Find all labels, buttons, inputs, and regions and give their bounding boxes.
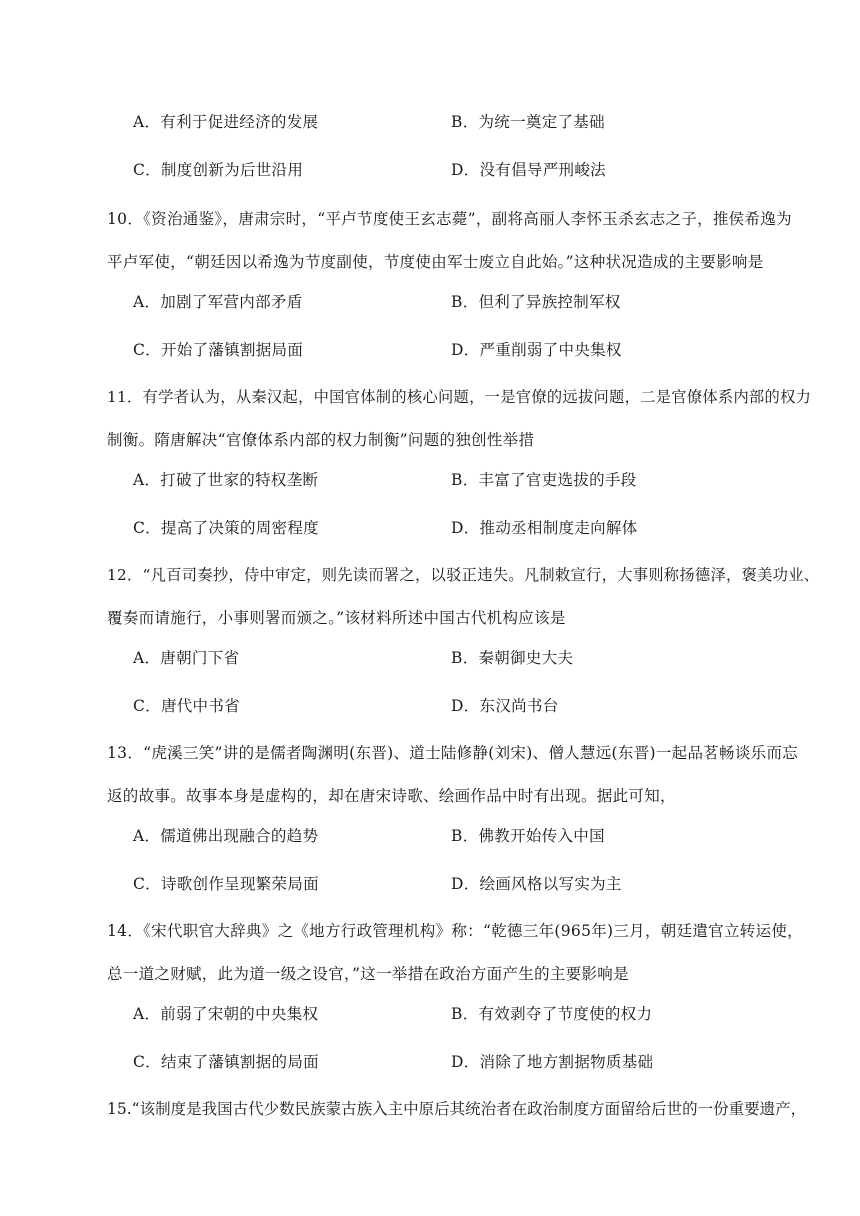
q10-option-c: C．开始了藩镇割据局面 xyxy=(133,341,304,359)
q11-option-d: D．推动丞相制度走向解体 xyxy=(451,519,638,537)
q9-option-a: A．有利于促进经济的发展 xyxy=(133,113,319,131)
q14-option-a: A．前弱了宋朝的中央集权 xyxy=(133,1005,319,1023)
q9-option-d: D．没有倡导严刑峻法 xyxy=(451,161,606,179)
q9-option-b: B．为统一奠定了基础 xyxy=(451,113,605,131)
q12-stem-line-2: 覆奏而请施行，小事则署而颁之。”该材料所述中国古代机构应该是 xyxy=(107,609,566,627)
q13-option-c: C．诗歌创作呈现繁荣局面 xyxy=(133,875,319,893)
q10-option-a: A．加剧了军营内部矛盾 xyxy=(133,293,303,311)
q12-stem-line-1: 12．“凡百司奏抄，侍中审定，则先读而署之，以驳正违失。凡制敕宣行，大事则称扬德泽，褒美功业、 xyxy=(107,566,820,584)
q11-stem-line-2: 制衡。隋唐解决“官僚体系内部的权力制衡”问题的独创性举措 xyxy=(107,431,535,449)
q10-option-b: B．但利了异族控制军权 xyxy=(451,293,621,311)
q11-option-c: C．提高了决策的周密程度 xyxy=(133,519,319,537)
q11-stem-line-1: 11．有学者认为，从秦汉起，中国官体制的核心问题，一是官僚的远拔问题，二是官僚体系内部的权力 xyxy=(107,388,812,406)
q13-option-d: D．绘画风格以写实为主 xyxy=(451,875,622,893)
q10-stem-line-2: 平卢军使，“朝廷因以希逸为节度副使，节度使由军士废立自此始。”这种状况造成的主要影响是 xyxy=(107,253,764,271)
q13-option-b: B．佛教开始传入中国 xyxy=(451,827,605,845)
q14-stem-line-1: 14．《宋代职官大辞典》之《地方行政管理机构》称：“乾德三年(965年)三月，朝廷遣官立转运使， xyxy=(107,922,803,940)
q12-option-c: C．唐代中书省 xyxy=(133,697,240,715)
q13-option-a: A．儒道佛出现融合的趋势 xyxy=(133,827,319,845)
q13-stem-line-1: 13．“虎溪三笑”讲的是儒者陶渊明(东晋)、道士陆修静(刘宋)、僧人慧远(东晋)一起品茗畅谈乐而忘 xyxy=(107,744,799,762)
q10-stem-line-1: 10．《资治通鉴》，唐肃宗时，“平卢节度使王玄志薨”，副将高丽人李怀玉杀玄志之子，推侯希逸为 xyxy=(107,210,792,228)
q11-option-b: B．丰富了官吏选拔的手段 xyxy=(451,471,637,489)
q13-stem-line-2: 返的故事。故事本身是虚构的，却在唐宋诗歌、绘画作品中时有出现。据此可知， xyxy=(107,787,676,805)
q11-option-a: A．打破了世家的特权垄断 xyxy=(133,471,319,489)
q14-stem-line-2: 总一道之财赋，此为道一级之设官，”这一举措在政治方面产生的主要影响是 xyxy=(107,965,629,983)
q10-option-d: D．严重削弱了中央集权 xyxy=(451,341,622,359)
q12-option-d: D．东汉尚书台 xyxy=(451,697,559,715)
q14-option-d: D．消除了地方割据物质基础 xyxy=(451,1053,654,1071)
q15-stem-line-1: 15.“该制度是我国古代少数民族蒙古族入主中原后其统治者在政治制度方面留给后世的一份重要遗产， xyxy=(107,1100,807,1118)
q14-option-c: C．结束了藩镇割据的局面 xyxy=(133,1053,319,1071)
q14-option-b: B．有效剥夺了节度使的权力 xyxy=(451,1005,653,1023)
q9-option-c: C．制度创新为后世沿用 xyxy=(133,161,304,179)
q12-option-b: B．秦朝御史大夫 xyxy=(451,649,574,667)
q12-option-a: A．唐朝门下省 xyxy=(133,649,240,667)
